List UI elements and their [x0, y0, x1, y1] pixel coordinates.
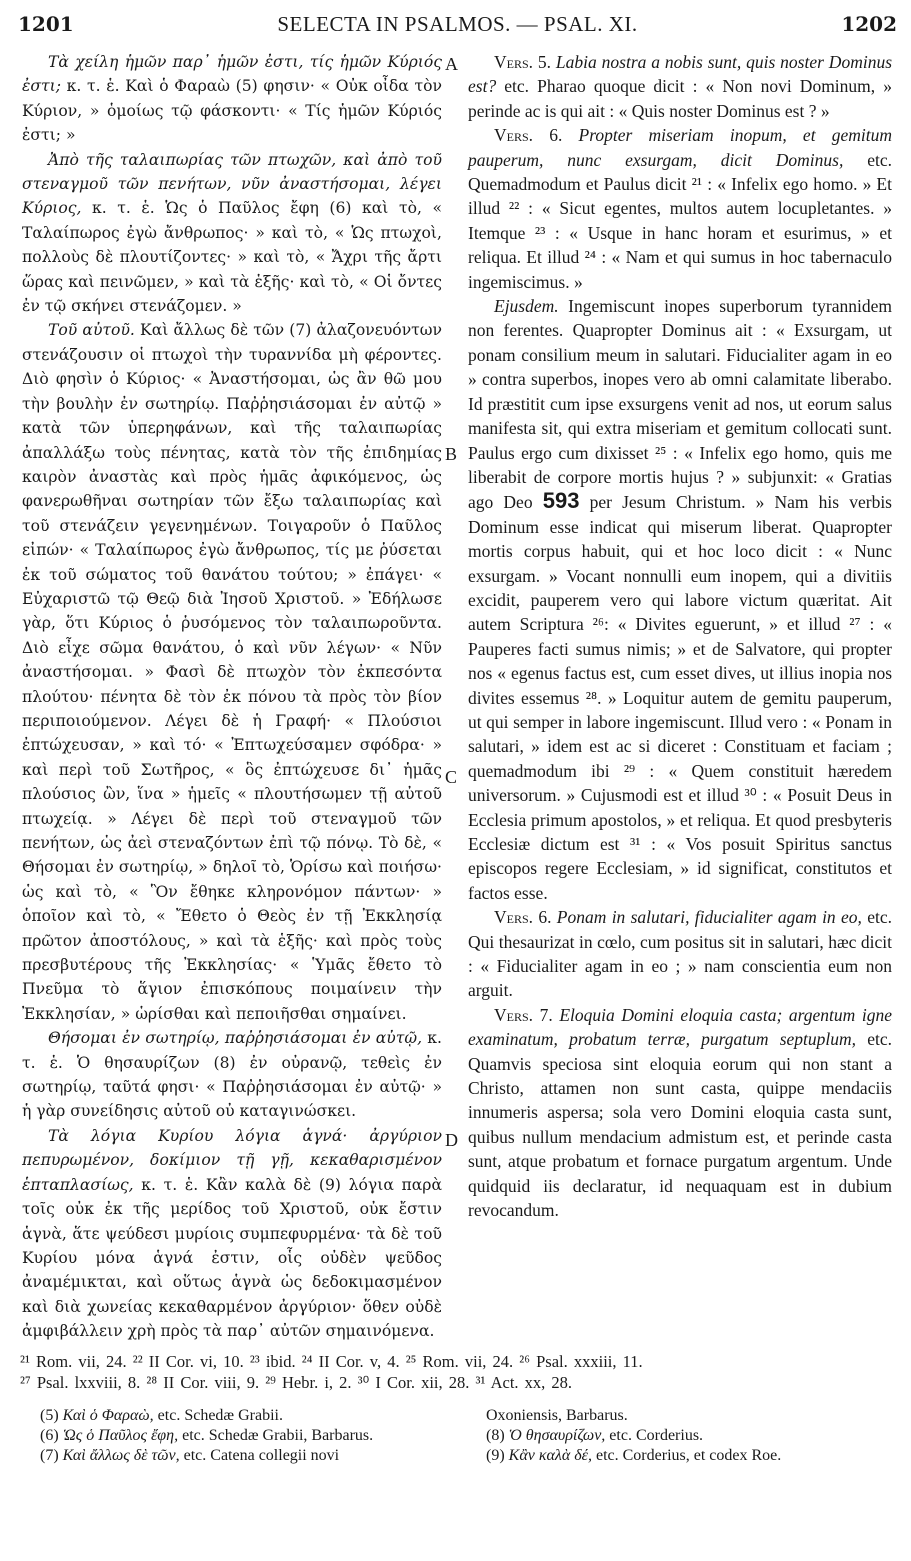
margin-letter-d: D	[445, 1130, 458, 1150]
latin-paragraph: Vers. 6. Propter miseriam inopum, et gemitum pauperum, nunc exsurgam, dicit Dominus, etc. Quemadmodum et Paulus dicit ²¹ : « Infelix ego homo. » Et illud ²² : « Sicut egentes, multos autem locupletantes. » Itemque ²³ : « Usque in hanc horam et esurimus, » et reliqua. Et illud ²⁴ : « Nam et qui sumus in hoc tabernaculo ingemiscimus. »	[468, 125, 893, 292]
latin-paragraph: Ejusdem. Ingemiscunt inopes superborum tyrannidem non ferentes. Quapropter Dominus ait : « Exsurgam, ut ponam consilium meum in salutari. Fiducialiter agam in eo » contra superbos, inopes vero ab omni calamitate liberabo. Id præstitit cum ipse exsurgens venit ad nos, ut eorum salus manifesta sit, qui extra miseriam et gemitum collocati sunt. Paulus ergo cum dixisset ²⁵ : « Infelix ego homo, quis me liberabit de corpore mortis hujus ? » subjunxit: « Gratias ago Deo 593 per Jesum Christum. » Nam his verbis Dominum esse indicat qui miserum liberat. Quapropter mortis corpus habuit, qui et hoc loco dicit : « Nunc exsurgam. » Vocant nonnulli eum inopem, qui a divitiis excidit, pauperem vero qui labore victum quæritat. Ait autem Scriptura ²⁶: « Divites eguerunt, » et illud ²⁷ : « Pauperes facti sumus nimis; » et de Salvatore, qui propter nos « egenus factus est, cum esset dives, ut illius inopia nos divites essemus ²⁸. » Loquitur autem de gemitu pauperum, ut qui semper in labore ingemiscunt. Illud vero : « Ponam in salutari, » idem est ac si diceret : Constituam et faciam ; quemadmodum ibi ²⁹ : « Quem constituit hæredem universorum. » Cujusmodi est et illud ³⁰ : « Posuit Deus in Ecclesia primum apostolos, » et reliqua. Et quod presbyteris Ecclesiæ dictum est ³¹ : « Vos posuit Spiritus sanctus episcopos regere Ecclesiam, » id significat, constitutos et factos esse.	[468, 296, 892, 903]
reference-line: ²⁷ Psal. lxxviii, 8. ²⁸ II Cor. viii, 9. ²⁹ Hebr. i, 2. ³⁰ I Cor. xii, 28. ³¹ Act. xx, 28.	[20, 1373, 573, 1392]
greek-paragraph: Ἀπὸ τῆς ταλαιπωρίας τῶν πτωχῶν, καὶ ἀπὸ τοῦ στεναγμοῦ τῶν πενήτων, νῦν ἀναστήσομαι, λέγει Κύριος, κ. τ. ἑ. Ὡς ὁ Παῦλος ἔφη (6) καὶ τὸ, « Ταλαίπωρος ἐγὼ ἄνθρωπος· » καὶ τὸ, « Ὡς πτωχοὶ, πολλοὺς δὲ πλουτίζοντες· » καὶ τὸ, « Ἄχρι τῆς ἄρτι ὥρας καὶ πεινῶμεν, » καὶ τὰ ἑξῆς· καὶ τὸ, « Οἱ ὄντες ἐν τῷ σκήνει στενάζομεν. »	[22, 150, 442, 316]
editor-notes-right	[468, 1406, 892, 1466]
reference-line: ²¹ Rom. vii, 24. ²² II Cor. vi, 10. ²³ ibid. ²⁴ II Cor. v, 4. ²⁵ Rom. vii, 24. ²⁶ Psal. xxxiii, 11.	[20, 1352, 643, 1371]
page-number-left: 1201	[18, 12, 74, 36]
page-header	[18, 8, 897, 42]
page-number-right: 1202	[841, 12, 897, 36]
greek-paragraph: Τοῦ αὐτοῦ. Καὶ ἄλλως δὲ τῶν (7) ἀλαζονευόντων στενάζουσιν οἱ πτωχοὶ τὴν τυραννίδα μὴ φέροντες. Διὸ φησὶν ὁ Κύριος· « Ἀναστήσομαι, ὡς ἂν θῶ μου τὴν βουλὴν ἐν σωτηρίῳ. Παῤῥησιάσομαι ἐν αὐτῷ » κατὰ τῶν ὑπερηφάνων, καὶ τῆς ταλαιπωρίας ἀπαλλάξω τοὺς πένητας, κατὰ τὸν τῆς ἐπιδημίας καιρὸν ἀναστὰς καὶ πρὸς ἡμᾶς ἀφικόμενος, ὡς φανερωθῆναι σωτηρίαν τῶν ἔξω ταλαιπωρίας καὶ τοῦ στενάζειν γεγενημένων. Τοιγαροῦν ὁ Παῦλος εἰπών· « Ταλαίπωρος ἐγὼ ἄνθρωπος, τίς με ῥύσεται ἐκ τοῦ σώματος τοῦ θανάτου τούτου; » ἐπάγει· « Εὐχαριστῶ τῷ Θεῷ διὰ Ἰησοῦ Χριστοῦ. » Ἐδήλωσε γὰρ, ὅτι Κύριος ὁ ῥυσόμενος τὸν ταλαιπωροῦντα. Διὸ εἶχε σῶμα θανάτου, ὁ καὶ νῦν λέγων· « Νῦν ἀναστήσομαι. » Φασὶ δὲ πτωχὸν τὸν ἐκπεσόντα πλούτου· πένητα δὲ τὸν ἐκ πόνου τὰ πρὸς τὸν βίον περιποιούμενον. Λέγει δὲ ἡ Γραφή· « Πλούσιοι ἐπτώχευσαν, » καὶ τό· « Ἐπτωχεύσαμεν σφόδρα· » καὶ περὶ τοῦ Σωτῆρος, « ὃς ἐπτώχευσε δι᾽ ἡμᾶς πλούσιος ὢν, ἵνα » ἡμεῖς « πλουτήσωμεν τῇ αὐτοῦ πτωχείᾳ. » Λέγει δὲ περὶ τοῦ στεναγμοῦ τῶν πενήτων, ὡς ἀεὶ στεναζόντων ἐπὶ τῷ πόνῳ. Τὸ δὲ, « Θήσομαι ἐν σωτηρίῳ, » δηλοῖ τὸ, Ὁρίσω καὶ ποιήσω· ὡς καὶ τὸ, « Ὃν ἔθηκε κληρονόμον πάντων· » ὁποῖον καὶ τὸ, « Ἔθετο ὁ Θεὸς ἐν τῇ Ἐκκλησίᾳ πρῶτον ἀποστόλους, » καὶ τὰ ἑξῆς· καὶ πρὸς τοὺς πρεσβυτέρους τῆς Ἐκκλησίας· « Ὑμᾶς ἔθετο τὸ Πνεῦμα τὸ ἅγιον ἐπισκόπους ποιμαίνειν τὴν Ἐκκλησίαν, » ὡρίσθαι καὶ πεποιῆσθαι σημαίνει.	[22, 321, 443, 1023]
editor-note: (8) Ὁ θησαυρίζων, etc. Corderius.	[486, 1427, 704, 1444]
editor-note: (9) Κἂν καλὰ δέ, etc. Corderius, et codex Roe.	[486, 1447, 782, 1464]
editor-notes-left	[22, 1406, 444, 1466]
editor-note: (7) Καὶ ἄλλως δὲ τῶν, etc. Catena collegii novi	[40, 1447, 340, 1464]
greek-paragraph: Θήσομαι ἐν σωτηρίῳ, παῤῥησιάσομαι ἐν αὐτῷ, κ. τ. ἑ. Ὁ θησαυρίζων (8) ἐν οὐρανῷ, τεθεὶς ἐν σωτηρίῳ, ταῦτά φησι· « Παῤῥησιάσομαι ἐν αὐτῷ· » ἡ γὰρ συνείδησις αὐτοῦ οὐ καταγινώσκει.	[22, 1029, 442, 1121]
greek-paragraph: Τὰ λόγια Κυρίου λόγια ἁγνά· ἀργύριον πεπυρωμένον, δοκίμιον τῇ γῇ, κεκαθαρισμένον ἑπταπλασίως, κ. τ. ἑ. Κἂν καλὰ δὲ (9) λόγια παρὰ τοῖς οὐκ ἐκ τῆς μερίδος τοῦ Χριστοῦ, οὐκ ἔστιν ἁγνὰ, ἅτε ψεύδεσι μυρίοις συμπεφυρμένα· τὰ δὲ τοῦ Κυρίου μόνα ἁγνά ἐστιν, οἷς οὐδὲν ψεῦδος ἀναμέμικται, καὶ οὕτως ἁγνὰ ὡς δεδοκιμασμένον καὶ διὰ χωνείας κεκαθαρμένον ἀργύριον· ὅθεν οὐδὲ ἀμφιβάλλειν χρὴ πρὸς τὰ παρ᾽ αὐτῶν σημαινόμενα.	[22, 1126, 442, 1341]
greek-column	[22, 44, 442, 1344]
editor-note: Oxoniensis, Barbarus.	[486, 1407, 628, 1424]
margin-letter-a: A	[445, 54, 458, 74]
editor-note: (5) Καὶ ὁ Φαραὼ, etc. Schedæ Grabii.	[40, 1407, 283, 1424]
latin-paragraph: Vers. 5. Labia nostra a nobis sunt, quis noster Dominus est? etc. Pharao quoque dicit : « Non novi Dominum, » perinde ac is qui ait : « Quis noster Dominus est ? »	[468, 52, 893, 121]
latin-column	[468, 44, 892, 1223]
margin-letter-c: C	[445, 767, 458, 787]
margin-letter-b: B	[445, 444, 458, 464]
latin-paragraph: Vers. 7. Eloquia Domini eloquia casta; argentum igne examinatum, probatum terræ, purgatum septuplum, etc. Quamvis speciosa sint eloquia eorum qui non stant a Christo, attamen non sunt casta, quippe mendaciis innumeris aspersa; sola vero Domini eloquia casta sunt, quibus nullum mendacium admistum est, et perinde casta sunt, atque probatum et fornace purgatum argentum. Unde quidquid iis declaratur, id nequaquam est in dubium revocandum.	[468, 1004, 893, 1221]
scripture-references	[20, 1351, 895, 1393]
editor-note: (6) Ὡς ὁ Παῦλος ἔφη, etc. Schedæ Grabii, Barbarus.	[40, 1427, 374, 1444]
running-title: SELECTA IN PSALMOS. — PSAL. XI.	[277, 12, 638, 36]
latin-paragraph: Vers. 6. Ponam in salutari, fiducialiter agam in eo, etc. Qui thesaurizat in cœlo, cum positus sit in salutari, hæc dicit : « Fiducialiter agam in eo ; » nam conscientia eum non arguit.	[468, 907, 892, 1001]
greek-paragraph: Τὰ χείλη ἡμῶν παρ᾽ ἡμῶν ἐστι, τίς ἡμῶν Κύριός ἐστι; κ. τ. ἑ. Καὶ ὁ Φαραὼ (5) φησιν· « Οὐκ οἶδα τὸν Κύριον, » ὁμοίως τῷ φάσκοντι· « Τίς ἡμῶν Κύριός ἐστι; »	[22, 53, 442, 145]
